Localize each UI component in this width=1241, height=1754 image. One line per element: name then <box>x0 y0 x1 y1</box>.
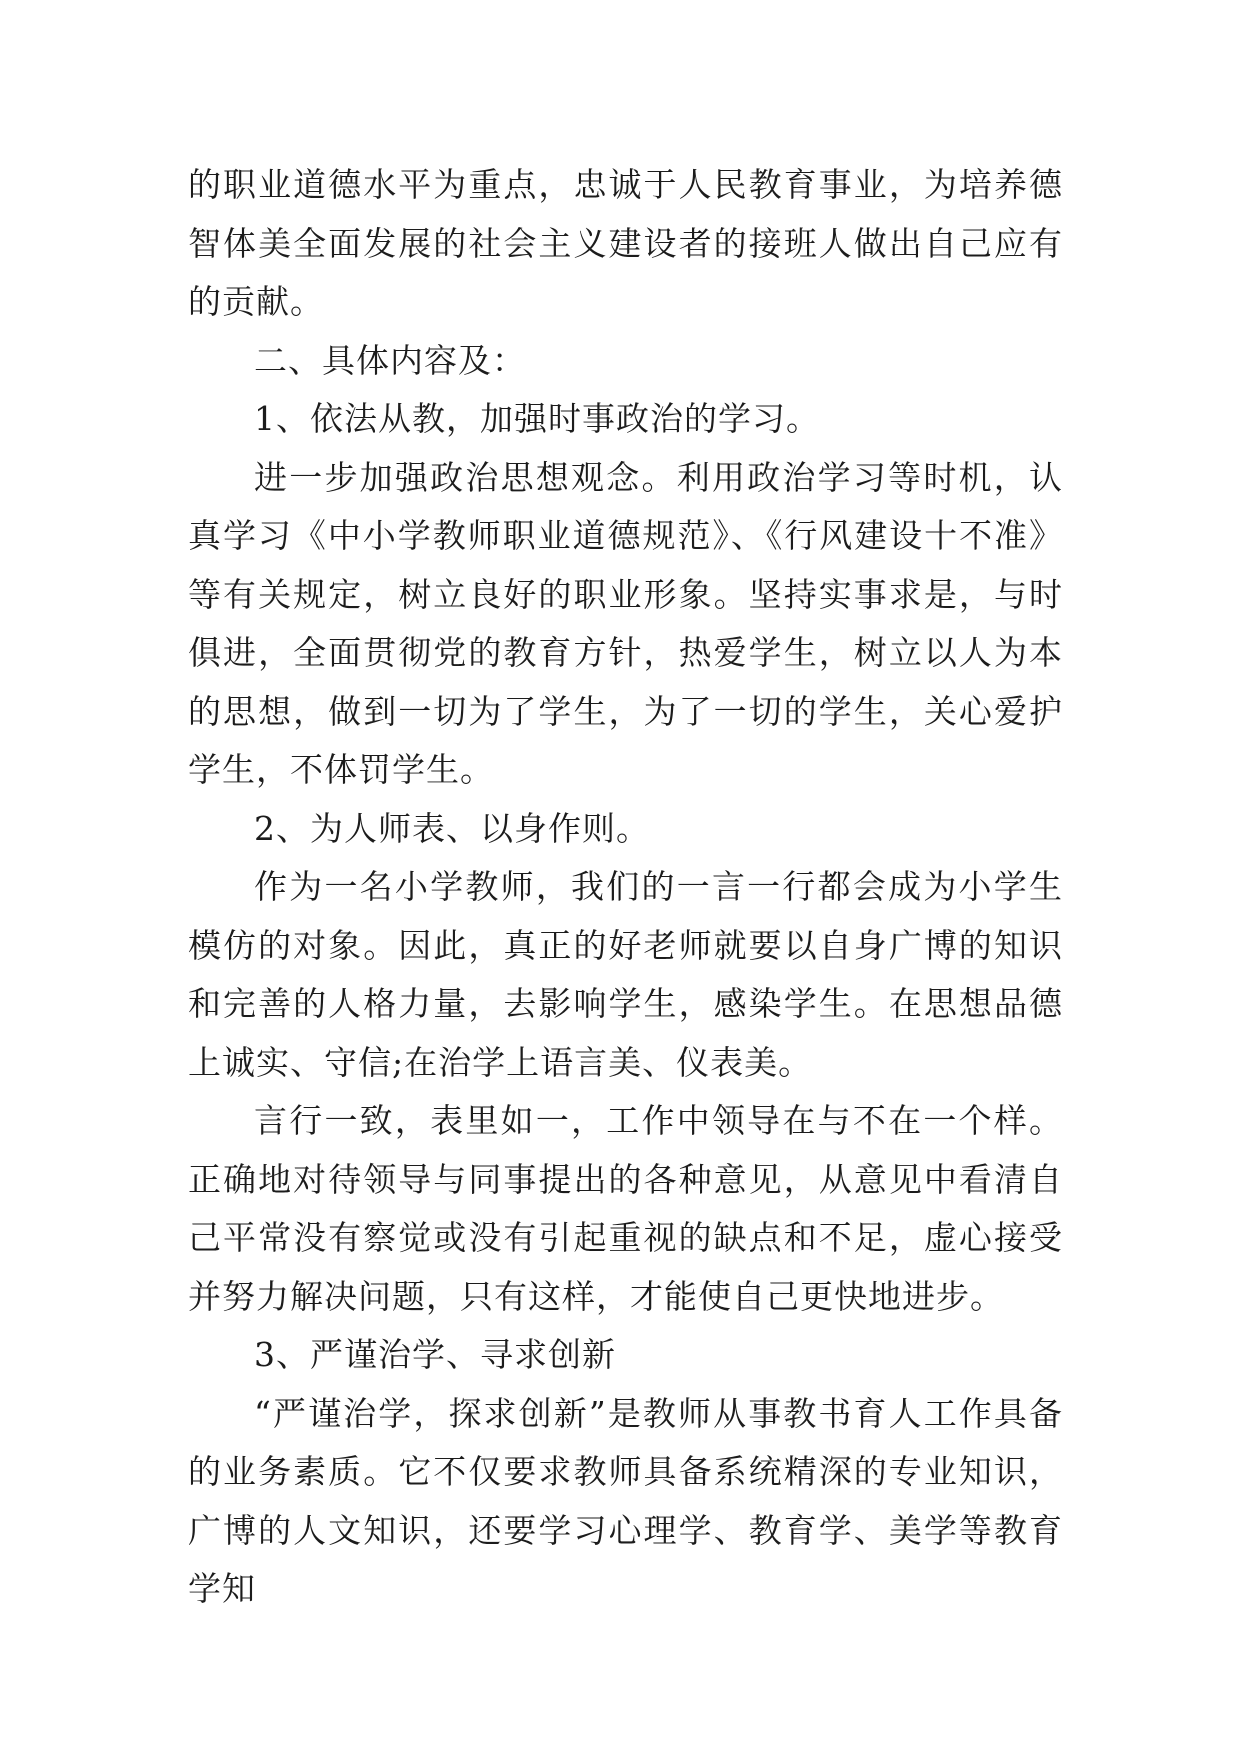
paragraph-continuation: 的职业道德水平为重点，忠诚于人民教育事业，为培养德智体美全面发展的社会主义建设者的接班人做出自己应有的贡献。 <box>188 165 1063 321</box>
paragraph-role-model: 作为一名小学教师，我们的一言一行都会成为小学生模仿的对象。因此，真正的好老师就要以自身广博的知识和完善的人格力量，去影响学生，感染学生。在思想品德上诚实、守信;在治学上语言美、仪表美。 <box>188 867 1063 1082</box>
document-body <box>188 156 1063 1619</box>
item-heading-1: 1、依法从教，加强时事政治的学习。 <box>254 399 820 438</box>
paragraph-rigorous-study: “严谨治学，探求创新”是教师从事教书育人工作具备的业务素质。它不仅要求教师具备系统精深的专业知识，广博的人文知识，还要学习心理学、教育学、美学等教育学知 <box>188 1393 1063 1608</box>
paragraph-political-study: 进一步加强政治思想观念。利用政治学习等时机，认真学习《中小学教师职业道德规范》、《行风建设十不准》等有关规定，树立良好的职业形象。坚持实事求是，与时俱进，全面贯彻党的教育方针，热爱学生，树立以人为本的思想，做到一切为了学生，为了一切的学生，关心爱护学生，不体罚学生。 <box>188 457 1063 789</box>
paragraph-consistency: 言行一致，表里如一，工作中领导在与不在一个样。正确地对待领导与同事提出的各种意见，从意见中看清自己平常没有察觉或没有引起重视的缺点和不足，虚心接受并努力解决问题，只有这样，才能使自己更快地进步。 <box>188 1101 1063 1316</box>
item-heading-3: 3、严谨治学、寻求创新 <box>254 1335 616 1374</box>
item-heading-2: 2、为人师表、以身作则。 <box>254 808 650 848</box>
section-heading-specific-content: 二、具体内容及： <box>254 340 526 380</box>
